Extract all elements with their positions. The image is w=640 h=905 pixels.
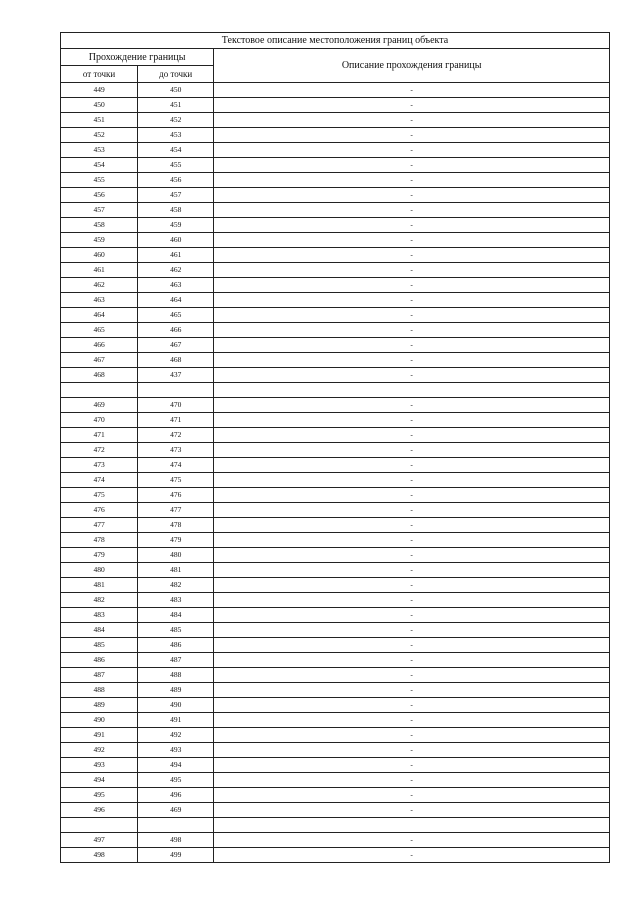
to-point-cell: 454 bbox=[138, 143, 214, 158]
to-point-cell: 471 bbox=[138, 413, 214, 428]
from-point-cell: 470 bbox=[61, 413, 138, 428]
from-point-cell: 486 bbox=[61, 653, 138, 668]
description-cell: - bbox=[214, 353, 610, 368]
from-point-cell: 466 bbox=[61, 338, 138, 353]
from-point-cell: 469 bbox=[61, 398, 138, 413]
from-point-cell: 467 bbox=[61, 353, 138, 368]
description-cell: - bbox=[214, 533, 610, 548]
description-cell: - bbox=[214, 98, 610, 113]
description-cell: - bbox=[214, 158, 610, 173]
description-cell: - bbox=[214, 518, 610, 533]
from-point-cell: 456 bbox=[61, 188, 138, 203]
description-cell: - bbox=[214, 848, 610, 863]
from-point-cell: 449 bbox=[61, 83, 138, 98]
table-row bbox=[61, 578, 610, 593]
from-point-cell: 460 bbox=[61, 248, 138, 263]
table-row bbox=[61, 488, 610, 503]
table-row bbox=[61, 368, 610, 383]
to-point-cell: 479 bbox=[138, 533, 214, 548]
description-cell: - bbox=[214, 83, 610, 98]
from-point-cell: 490 bbox=[61, 713, 138, 728]
from-point-cell: 453 bbox=[61, 143, 138, 158]
table-row bbox=[61, 533, 610, 548]
to-point-cell: 475 bbox=[138, 473, 214, 488]
table-row bbox=[61, 323, 610, 338]
from-point-cell: 493 bbox=[61, 758, 138, 773]
description-cell: - bbox=[214, 743, 610, 758]
from-point-cell: 478 bbox=[61, 533, 138, 548]
from-point-cell: 485 bbox=[61, 638, 138, 653]
table-row bbox=[61, 308, 610, 323]
table-title: Текстовое описание местоположения границ объекта bbox=[61, 33, 610, 49]
to-point-cell: 469 bbox=[138, 803, 214, 818]
to-point-cell: 458 bbox=[138, 203, 214, 218]
description-cell: - bbox=[214, 233, 610, 248]
description-cell: - bbox=[214, 188, 610, 203]
to-point-cell: 461 bbox=[138, 248, 214, 263]
description-cell: - bbox=[214, 128, 610, 143]
from-point-cell: 495 bbox=[61, 788, 138, 803]
to-point-cell: 499 bbox=[138, 848, 214, 863]
to-point-cell bbox=[138, 383, 214, 398]
to-point-cell: 455 bbox=[138, 158, 214, 173]
table-row bbox=[61, 143, 610, 158]
table-row bbox=[61, 563, 610, 578]
from-point-cell: 459 bbox=[61, 233, 138, 248]
column-header-to-point: до точки bbox=[138, 66, 214, 83]
table-row bbox=[61, 428, 610, 443]
to-point-cell: 459 bbox=[138, 218, 214, 233]
description-cell: - bbox=[214, 323, 610, 338]
table-row bbox=[61, 188, 610, 203]
description-cell: - bbox=[214, 788, 610, 803]
from-point-cell: 463 bbox=[61, 293, 138, 308]
description-cell: - bbox=[214, 308, 610, 323]
description-cell: - bbox=[214, 398, 610, 413]
description-cell: - bbox=[214, 113, 610, 128]
from-point-cell: 488 bbox=[61, 683, 138, 698]
table-row bbox=[61, 278, 610, 293]
table-row bbox=[61, 473, 610, 488]
to-point-cell: 465 bbox=[138, 308, 214, 323]
description-cell: - bbox=[214, 833, 610, 848]
description-cell: - bbox=[214, 278, 610, 293]
table-row bbox=[61, 173, 610, 188]
from-point-cell: 457 bbox=[61, 203, 138, 218]
description-cell: - bbox=[214, 773, 610, 788]
from-point-cell: 473 bbox=[61, 458, 138, 473]
to-point-cell: 495 bbox=[138, 773, 214, 788]
group-header-boundary-pass: Прохождение границы bbox=[61, 49, 214, 66]
description-cell bbox=[214, 383, 610, 398]
description-cell: - bbox=[214, 473, 610, 488]
table-row bbox=[61, 398, 610, 413]
from-point-cell: 480 bbox=[61, 563, 138, 578]
to-point-cell: 463 bbox=[138, 278, 214, 293]
description-cell: - bbox=[214, 413, 610, 428]
to-point-cell: 472 bbox=[138, 428, 214, 443]
from-point-cell: 475 bbox=[61, 488, 138, 503]
boundary-table bbox=[60, 32, 610, 863]
table-row bbox=[61, 218, 610, 233]
table-row bbox=[61, 338, 610, 353]
table-row bbox=[61, 758, 610, 773]
table-row bbox=[61, 203, 610, 218]
table-row bbox=[61, 233, 610, 248]
table-row bbox=[61, 518, 610, 533]
table-row bbox=[61, 248, 610, 263]
to-point-cell: 488 bbox=[138, 668, 214, 683]
to-point-cell: 493 bbox=[138, 743, 214, 758]
to-point-cell: 468 bbox=[138, 353, 214, 368]
description-cell: - bbox=[214, 173, 610, 188]
table-row bbox=[61, 668, 610, 683]
from-point-cell: 450 bbox=[61, 98, 138, 113]
table-row bbox=[61, 833, 610, 848]
from-point-cell: 464 bbox=[61, 308, 138, 323]
description-cell: - bbox=[214, 713, 610, 728]
table-row bbox=[61, 788, 610, 803]
table-row bbox=[61, 698, 610, 713]
to-point-cell: 496 bbox=[138, 788, 214, 803]
description-cell: - bbox=[214, 698, 610, 713]
column-header-from-point: от точки bbox=[61, 66, 138, 83]
from-point-cell: 455 bbox=[61, 173, 138, 188]
description-cell: - bbox=[214, 503, 610, 518]
to-point-cell: 481 bbox=[138, 563, 214, 578]
to-point-cell: 450 bbox=[138, 83, 214, 98]
table-row bbox=[61, 803, 610, 818]
to-point-cell bbox=[138, 818, 214, 833]
description-cell: - bbox=[214, 548, 610, 563]
description-cell: - bbox=[214, 668, 610, 683]
from-point-cell: 461 bbox=[61, 263, 138, 278]
table-row bbox=[61, 728, 610, 743]
description-cell: - bbox=[214, 218, 610, 233]
description-cell: - bbox=[214, 248, 610, 263]
table-row bbox=[61, 638, 610, 653]
from-point-cell: 468 bbox=[61, 368, 138, 383]
from-point-cell: 497 bbox=[61, 833, 138, 848]
description-cell: - bbox=[214, 728, 610, 743]
table-row bbox=[61, 83, 610, 98]
to-point-cell: 477 bbox=[138, 503, 214, 518]
table-row bbox=[61, 443, 610, 458]
to-point-cell: 451 bbox=[138, 98, 214, 113]
table-row bbox=[61, 158, 610, 173]
from-point-cell bbox=[61, 383, 138, 398]
description-cell: - bbox=[214, 428, 610, 443]
from-point-cell: 491 bbox=[61, 728, 138, 743]
column-header-description: Описание прохождения границы bbox=[214, 49, 610, 83]
to-point-cell: 480 bbox=[138, 548, 214, 563]
to-point-cell: 489 bbox=[138, 683, 214, 698]
table-row bbox=[61, 293, 610, 308]
from-point-cell: 476 bbox=[61, 503, 138, 518]
to-point-cell: 490 bbox=[138, 698, 214, 713]
table-row bbox=[61, 818, 610, 833]
to-point-cell: 478 bbox=[138, 518, 214, 533]
from-point-cell: 454 bbox=[61, 158, 138, 173]
to-point-cell: 486 bbox=[138, 638, 214, 653]
boundary-description-sheet bbox=[60, 32, 610, 863]
description-cell: - bbox=[214, 803, 610, 818]
to-point-cell: 492 bbox=[138, 728, 214, 743]
table-row bbox=[61, 128, 610, 143]
table-row bbox=[61, 848, 610, 863]
to-point-cell: 494 bbox=[138, 758, 214, 773]
from-point-cell: 484 bbox=[61, 623, 138, 638]
description-cell: - bbox=[214, 563, 610, 578]
to-point-cell: 476 bbox=[138, 488, 214, 503]
table-row bbox=[61, 353, 610, 368]
description-cell: - bbox=[214, 443, 610, 458]
table-row bbox=[61, 503, 610, 518]
table-row bbox=[61, 608, 610, 623]
to-point-cell: 456 bbox=[138, 173, 214, 188]
to-point-cell: 452 bbox=[138, 113, 214, 128]
to-point-cell: 464 bbox=[138, 293, 214, 308]
from-point-cell: 465 bbox=[61, 323, 138, 338]
description-cell: - bbox=[214, 653, 610, 668]
table-row bbox=[61, 743, 610, 758]
to-point-cell: 484 bbox=[138, 608, 214, 623]
to-point-cell: 485 bbox=[138, 623, 214, 638]
table-row bbox=[61, 593, 610, 608]
description-cell: - bbox=[214, 488, 610, 503]
table-row bbox=[61, 773, 610, 788]
description-cell: - bbox=[214, 638, 610, 653]
table-body bbox=[61, 83, 610, 863]
description-cell: - bbox=[214, 368, 610, 383]
from-point-cell: 472 bbox=[61, 443, 138, 458]
table-row bbox=[61, 383, 610, 398]
from-point-cell: 482 bbox=[61, 593, 138, 608]
table-row bbox=[61, 623, 610, 638]
description-cell: - bbox=[214, 458, 610, 473]
from-point-cell: 451 bbox=[61, 113, 138, 128]
from-point-cell: 494 bbox=[61, 773, 138, 788]
to-point-cell: 470 bbox=[138, 398, 214, 413]
to-point-cell: 482 bbox=[138, 578, 214, 593]
description-cell: - bbox=[214, 593, 610, 608]
to-point-cell: 460 bbox=[138, 233, 214, 248]
to-point-cell: 487 bbox=[138, 653, 214, 668]
from-point-cell: 496 bbox=[61, 803, 138, 818]
from-point-cell: 489 bbox=[61, 698, 138, 713]
from-point-cell: 458 bbox=[61, 218, 138, 233]
to-point-cell: 453 bbox=[138, 128, 214, 143]
description-cell: - bbox=[214, 683, 610, 698]
to-point-cell: 483 bbox=[138, 593, 214, 608]
from-point-cell: 474 bbox=[61, 473, 138, 488]
from-point-cell: 471 bbox=[61, 428, 138, 443]
from-point-cell: 462 bbox=[61, 278, 138, 293]
from-point-cell: 487 bbox=[61, 668, 138, 683]
to-point-cell: 491 bbox=[138, 713, 214, 728]
from-point-cell: 452 bbox=[61, 128, 138, 143]
table-row bbox=[61, 413, 610, 428]
description-cell: - bbox=[214, 293, 610, 308]
table-row bbox=[61, 548, 610, 563]
from-point-cell: 481 bbox=[61, 578, 138, 593]
description-cell: - bbox=[214, 623, 610, 638]
to-point-cell: 474 bbox=[138, 458, 214, 473]
description-cell: - bbox=[214, 608, 610, 623]
table-row bbox=[61, 458, 610, 473]
table-row bbox=[61, 653, 610, 668]
description-cell: - bbox=[214, 578, 610, 593]
description-cell: - bbox=[214, 203, 610, 218]
from-point-cell: 479 bbox=[61, 548, 138, 563]
from-point-cell: 492 bbox=[61, 743, 138, 758]
description-cell: - bbox=[214, 143, 610, 158]
table-row bbox=[61, 683, 610, 698]
table-row bbox=[61, 713, 610, 728]
description-cell: - bbox=[214, 758, 610, 773]
to-point-cell: 498 bbox=[138, 833, 214, 848]
table-row bbox=[61, 98, 610, 113]
description-cell bbox=[214, 818, 610, 833]
to-point-cell: 457 bbox=[138, 188, 214, 203]
to-point-cell: 466 bbox=[138, 323, 214, 338]
from-point-cell bbox=[61, 818, 138, 833]
to-point-cell: 437 bbox=[138, 368, 214, 383]
description-cell: - bbox=[214, 338, 610, 353]
from-point-cell: 477 bbox=[61, 518, 138, 533]
from-point-cell: 498 bbox=[61, 848, 138, 863]
to-point-cell: 473 bbox=[138, 443, 214, 458]
to-point-cell: 462 bbox=[138, 263, 214, 278]
table-row bbox=[61, 113, 610, 128]
to-point-cell: 467 bbox=[138, 338, 214, 353]
description-cell: - bbox=[214, 263, 610, 278]
from-point-cell: 483 bbox=[61, 608, 138, 623]
table-row bbox=[61, 263, 610, 278]
